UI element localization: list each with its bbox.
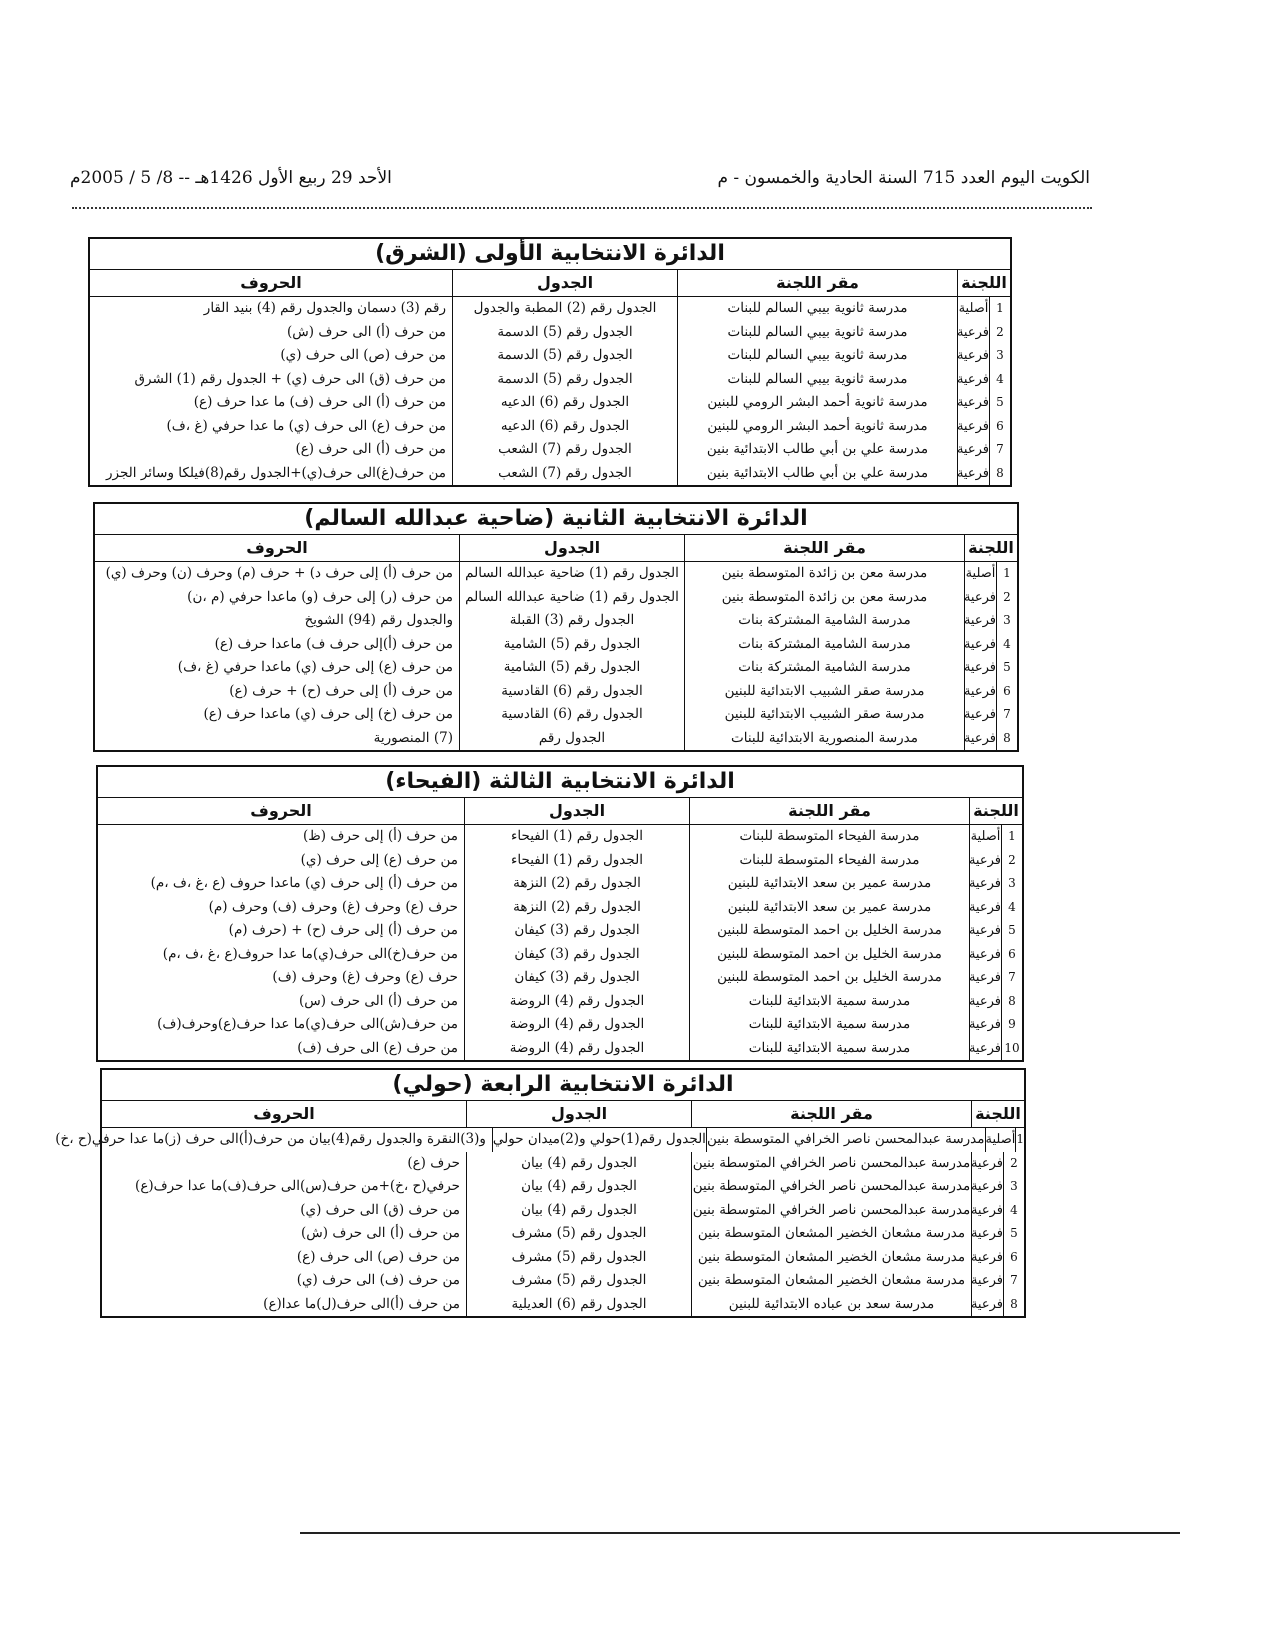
table-row: [98, 872, 1022, 896]
committee-type: فرعية: [958, 415, 990, 439]
table-row: [98, 966, 1022, 990]
committee-number: 1: [1016, 1132, 1024, 1146]
header-committee: اللجنة: [961, 273, 1007, 292]
committee-location: مدرسة ثانوية بيبي السالم للبنات: [678, 368, 958, 392]
table-row: [90, 415, 1010, 439]
table-row: [95, 586, 1017, 610]
letter-range: من حرف (ق) الى حرف (ي): [102, 1199, 467, 1223]
table-row: [90, 438, 1010, 462]
committee-number: 4: [1008, 899, 1016, 914]
letter-range: من حرف (ق) الى حرف (ي) + الجدول رقم (1) الشرق: [90, 368, 453, 392]
letter-range: رقم (3) دسمان والجدول رقم (4) بنيد القار: [90, 297, 453, 321]
committee-number: 2: [996, 324, 1004, 339]
table-row: [102, 1199, 1024, 1223]
committee-type: أصلية: [986, 1128, 1017, 1152]
committee-number: 6: [1010, 1249, 1018, 1264]
committee-number: 2: [1008, 852, 1016, 867]
voter-table: الجدول رقم (5) مشرف: [467, 1222, 692, 1246]
committee-type: فرعية: [965, 680, 997, 704]
committee-number: 6: [996, 418, 1004, 433]
committee-location: مدرسة الفيحاء المتوسطة للبنات: [690, 825, 970, 849]
table-row: [95, 633, 1017, 657]
letter-range: والجدول رقم (94) الشويخ: [95, 609, 460, 633]
committee-location: مدرسة الشامية المشتركة بنات: [685, 656, 965, 680]
voter-table: الجدول رقم (6) القادسية: [460, 680, 685, 704]
committee-number: 8: [1010, 1296, 1018, 1311]
committee-location: مدرسة مشعان الخضير المشعان المتوسطة بنين: [692, 1222, 972, 1246]
table-row: [95, 562, 1017, 586]
table-row: [90, 344, 1010, 368]
committee-type: فرعية: [972, 1269, 1004, 1293]
voter-table: الجدول رقم (1) الفيحاء: [465, 825, 690, 849]
voter-table: الجدول رقم (3) كيفان: [465, 966, 690, 990]
committee-location: مدرسة سمية الابتدائية للبنات: [690, 1037, 970, 1061]
committee-type: أصلية: [965, 562, 997, 586]
committee-type: أصلية: [958, 297, 990, 321]
voter-table: الجدول رقم (4) الروضة: [465, 990, 690, 1014]
table-row: [98, 1037, 1022, 1061]
letter-range: حرف (ع) وحرف (غ) وحرف (ف): [98, 966, 465, 990]
committee-number: 8: [1003, 730, 1011, 745]
committee-location: مدرسة عبدالمحسن ناصر الخرافي المتوسطة بنين: [692, 1152, 972, 1176]
letter-range: من حرف (ص) الى حرف (ي): [90, 344, 453, 368]
letter-range: من حرف(ش)الى حرف(ي)ما عدا حرف(ع)وحرف(ف): [98, 1013, 465, 1037]
voter-table: الجدول رقم (5) الدسمة: [453, 368, 678, 392]
committee-number: 7: [1010, 1273, 1018, 1287]
committee-location: مدرسة عبدالمحسن ناصر الخرافي المتوسطة بنين: [707, 1128, 986, 1152]
committee-number: 5: [1008, 923, 1016, 937]
header-table: الجدول: [460, 535, 685, 561]
letter-range: من حرف (أ)الى حرف(ل)ما عدا(ع): [102, 1293, 467, 1317]
header-letters: الحروف: [90, 270, 453, 296]
letter-range: من حرف(غ)الى حرف(ي)+الجدول رقم(8)فيلكا وسائر الجزر: [90, 462, 453, 486]
letter-range: من حرف (ع) الى حرف (ف): [98, 1037, 465, 1061]
committee-type: فرعية: [958, 344, 990, 368]
voter-table: الجدول رقم (4) بيان: [467, 1175, 692, 1199]
voter-table: الجدول رقم (6) العديلية: [467, 1293, 692, 1317]
table-row: [102, 1246, 1024, 1270]
table-row: [98, 896, 1022, 920]
header-committee: اللجنة: [975, 1104, 1021, 1123]
letter-range: حرف (ع): [102, 1152, 467, 1176]
committee-type: فرعية: [970, 849, 1002, 873]
committee-type: فرعية: [958, 391, 990, 415]
header-table: الجدول: [465, 798, 690, 824]
committee-type: فرعية: [958, 368, 990, 392]
voter-table: الجدول رقم (1) ضاحية عبدالله السالم: [460, 562, 685, 586]
committee-type: فرعية: [970, 1013, 1002, 1037]
voter-table: الجدول رقم (5) مشرف: [467, 1269, 692, 1293]
header-rule: [72, 207, 1092, 209]
table-row: [90, 321, 1010, 345]
committee-number: 2: [1010, 1155, 1018, 1170]
letter-range: من حرف (أ) إلى حرف (ي) ماعدا حروف (ع ،غ ،ف ،م): [98, 872, 465, 896]
committee-number: 1: [1003, 566, 1011, 580]
committee-number: 6: [1008, 946, 1016, 961]
committee-number: 5: [1003, 660, 1011, 674]
committee-location: مدرسة الشامية المشتركة بنات: [685, 609, 965, 633]
district-title: الدائرة الانتخابية الرابعة (حولي): [102, 1070, 1024, 1101]
voter-table: الجدول رقم (4) الروضة: [465, 1013, 690, 1037]
committee-location: مدرسة الفيحاء المتوسطة للبنات: [690, 849, 970, 873]
committee-type: فرعية: [972, 1246, 1004, 1270]
committee-location: مدرسة علي بن أبي طالب الابتدائية بنين: [678, 462, 958, 486]
voter-table: الجدول رقم (3) القبلة: [460, 609, 685, 633]
committee-number: 5: [1010, 1226, 1018, 1240]
letter-range: من حرف (ف) الى حرف (ي): [102, 1269, 467, 1293]
committee-number: 7: [996, 442, 1004, 456]
committee-location: مدرسة ثانوية بيبي السالم للبنات: [678, 344, 958, 368]
committee-type: فرعية: [970, 943, 1002, 967]
letter-range: من حرف (خ) إلى حرف (ي) ماعدا حرف (ع): [95, 703, 460, 727]
committee-location: مدرسة معن بن زائدة المتوسطة بنين: [685, 562, 965, 586]
voter-table: الجدول رقم (5) الدسمة: [453, 321, 678, 345]
table-row: [102, 1152, 1024, 1176]
committee-number: 7: [1003, 707, 1011, 721]
letter-range: من حرف (أ)إلى حرف ف) ماعدا حرف (ع): [95, 633, 460, 657]
committee-location: مدرسة علي بن أبي طالب الابتدائية بنين: [678, 438, 958, 462]
committee-type: فرعية: [970, 896, 1002, 920]
letter-range: من حرف (أ) الى حرف (ش): [90, 321, 453, 345]
header-publication: الكويت اليوم العدد 715 السنة الحادية والخمسون - م: [717, 168, 1090, 188]
committee-location: مدرسة ثانوية أحمد البشر الرومي للبنين: [678, 391, 958, 415]
letter-range: و(3)النقرة والجدول رقم(4)بيان من حرف(أ)الى حرف (ز)ما عدا حرفي(ح ،خ): [55, 1128, 493, 1152]
committee-number: 1: [996, 301, 1004, 315]
committee-location: مدرسة سمية الابتدائية للبنات: [690, 990, 970, 1014]
committee-number: 5: [996, 395, 1004, 409]
letter-range: من حرف (ع) إلى حرف (ي) ماعدا حرفي (غ ،ف): [95, 656, 460, 680]
table-row: [90, 462, 1010, 486]
page-header: [70, 168, 1090, 194]
committee-location: مدرسة صقر الشبيب الابتدائية للبنين: [685, 703, 965, 727]
voter-table: الجدول رقم (4) بيان: [467, 1199, 692, 1223]
letter-range: حرفي(ح ،خ)+من حرف(س)الى حرف(ف)ما عدا حرف(ع): [102, 1175, 467, 1199]
table-body: [98, 825, 1022, 1060]
header-letters: الحروف: [102, 1101, 467, 1127]
table-row: [98, 825, 1022, 849]
committee-number: 8: [996, 465, 1004, 480]
letter-range: حرف (ع) وحرف (غ) وحرف (ف) وحرف (م): [98, 896, 465, 920]
committee-type: فرعية: [970, 966, 1002, 990]
committee-number: 6: [1003, 683, 1011, 698]
committee-location: مدرسة الخليل بن احمد المتوسطة للبنين: [690, 919, 970, 943]
table-row: [95, 727, 1017, 751]
committee-type: فرعية: [965, 633, 997, 657]
committee-number: 3: [1010, 1179, 1018, 1193]
committee-number: 3: [996, 348, 1004, 362]
committee-type: فرعية: [965, 727, 997, 751]
committee-type: فرعية: [972, 1222, 1004, 1246]
committee-number: 4: [1010, 1202, 1018, 1217]
committee-number: 4: [996, 371, 1004, 386]
table-row: [95, 656, 1017, 680]
committee-type: فرعية: [972, 1152, 1004, 1176]
committee-number: 1: [1008, 829, 1016, 843]
district-table: [55, 1068, 1026, 1318]
committee-type: فرعية: [972, 1175, 1004, 1199]
committee-number: 7: [1008, 970, 1016, 984]
district-title: الدائرة الانتخابية الأولى (الشرق): [90, 239, 1010, 270]
letter-range: (7) المنصورية: [95, 727, 460, 751]
letter-range: من حرف (ع) إلى حرف (ي): [98, 849, 465, 873]
header-location: مقر اللجنة: [678, 270, 958, 296]
voter-table: الجدول رقم (6) الدعيه: [453, 391, 678, 415]
voter-table: الجدول رقم (6) الدعيه: [453, 415, 678, 439]
committee-location: مدرسة الخليل بن احمد المتوسطة للبنين: [690, 966, 970, 990]
letter-range: من حرف (أ) إلى حرف (ظ): [98, 825, 465, 849]
table-body: [90, 297, 1010, 485]
letter-range: من حرف (أ) إلى حرف (ح) + حرف (ع): [95, 680, 460, 704]
letter-range: من حرف (ر) إلى حرف (و) ماعدا حرفي (م ،ن): [95, 586, 460, 610]
voter-table: الجدول رقم(1)حولي و(2)ميدان حولي: [493, 1128, 707, 1152]
district-table: [88, 237, 1012, 487]
committee-location: مدرسة سعد بن عباده الابتدائية للبنين: [692, 1293, 972, 1317]
committee-number: 3: [1008, 876, 1016, 890]
table-row: [102, 1293, 1024, 1317]
header-committee: اللجنة: [968, 538, 1014, 557]
letter-range: من حرف (أ) إلى حرف (ح) + (حرف (م): [98, 919, 465, 943]
voter-table: الجدول رقم (5) الشامية: [460, 633, 685, 657]
voter-table: الجدول رقم (5) الدسمة: [453, 344, 678, 368]
letter-range: من حرف (ص) الى حرف (ع): [102, 1246, 467, 1270]
committee-location: مدرسة ثانوية بيبي السالم للبنات: [678, 297, 958, 321]
committee-type: فرعية: [965, 586, 997, 610]
table-row: [95, 703, 1017, 727]
table-row: [102, 1269, 1024, 1293]
table-row: [102, 1175, 1024, 1199]
committee-number: 2: [1003, 589, 1011, 604]
table-row: [98, 943, 1022, 967]
voter-table: الجدول رقم (4) الروضة: [465, 1037, 690, 1061]
voter-table: الجدول رقم (3) كيفان: [465, 943, 690, 967]
voter-table: الجدول رقم (1) ضاحية عبدالله السالم: [460, 586, 685, 610]
committee-location: مدرسة معن بن زائدة المتوسطة بنين: [685, 586, 965, 610]
header-location: مقر اللجنة: [692, 1101, 972, 1127]
table-header: [95, 535, 1017, 562]
voter-table: الجدول رقم (3) كيفان: [465, 919, 690, 943]
letter-range: من حرف (أ) الى حرف (ش): [102, 1222, 467, 1246]
committee-type: فرعية: [965, 703, 997, 727]
table-row: [98, 1013, 1022, 1037]
voter-table: الجدول رقم (1) الفيحاء: [465, 849, 690, 873]
header-committee: اللجنة: [973, 801, 1019, 820]
header-location: مقر اللجنة: [685, 535, 965, 561]
table-row: [102, 1222, 1024, 1246]
committee-location: مدرسة مشعان الخضير المشعان المتوسطة بنين: [692, 1246, 972, 1270]
letter-range: من حرف (أ) إلى حرف د) + حرف (م) وحرف (ن) وحرف (ي): [95, 562, 460, 586]
committee-location: مدرسة مشعان الخضير المشعان المتوسطة بنين: [692, 1269, 972, 1293]
committee-type: أصلية: [970, 825, 1002, 849]
committee-type: فرعية: [958, 438, 990, 462]
committee-location: مدرسة عمير بن سعد الابتدائية للبنين: [690, 872, 970, 896]
table-row: [90, 391, 1010, 415]
table-body: [55, 1128, 1024, 1316]
committee-location: مدرسة ثانوية بيبي السالم للبنات: [678, 321, 958, 345]
committee-location: مدرسة عمير بن سعد الابتدائية للبنين: [690, 896, 970, 920]
committee-number: 4: [1003, 636, 1011, 651]
voter-table: الجدول رقم (7) الشعب: [453, 438, 678, 462]
letter-range: من حرف(خ)الى حرف(ي)ما عدا حروف(ع ،غ ،ف ،م): [98, 943, 465, 967]
header-table: الجدول: [453, 270, 678, 296]
letter-range: من حرف (ع) الى حرف (ي) ما عدا حرفي (غ ،ف): [90, 415, 453, 439]
header-location: مقر اللجنة: [690, 798, 970, 824]
committee-location: مدرسة ثانوية أحمد البشر الرومي للبنين: [678, 415, 958, 439]
district-table: [96, 765, 1024, 1062]
table-row: [90, 368, 1010, 392]
voter-table: الجدول رقم (2) النزهة: [465, 872, 690, 896]
header-letters: الحروف: [98, 798, 465, 824]
table-row: [98, 919, 1022, 943]
committee-number: 3: [1003, 613, 1011, 627]
table-row: [98, 990, 1022, 1014]
letter-range: من حرف (أ) الى حرف (س): [98, 990, 465, 1014]
voter-table: الجدول رقم (5) الشامية: [460, 656, 685, 680]
committee-type: فرعية: [970, 990, 1002, 1014]
committee-location: مدرسة عبدالمحسن ناصر الخرافي المتوسطة بنين: [692, 1175, 972, 1199]
committee-type: فرعية: [972, 1199, 1004, 1223]
voter-table: الجدول رقم (7) الشعب: [453, 462, 678, 486]
district-table: [93, 502, 1019, 752]
committee-type: فرعية: [958, 321, 990, 345]
voter-table: الجدول رقم (6) القادسية: [460, 703, 685, 727]
table-row: [55, 1128, 1024, 1152]
committee-type: فرعية: [958, 462, 990, 486]
letter-range: من حرف (أ) الى حرف (ع): [90, 438, 453, 462]
district-title: الدائرة الانتخابية الثالثة (الفيحاء): [98, 767, 1022, 798]
committee-number: 10: [1004, 1040, 1020, 1055]
committee-type: فرعية: [972, 1293, 1004, 1317]
committee-type: فرعية: [970, 872, 1002, 896]
voter-table: الجدول رقم (5) مشرف: [467, 1246, 692, 1270]
voter-table: الجدول رقم (2) المطبة والجدول: [453, 297, 678, 321]
voter-table: الجدول رقم (4) بيان: [467, 1152, 692, 1176]
committee-location: مدرسة الخليل بن احمد المتوسطة للبنين: [690, 943, 970, 967]
voter-table: الجدول رقم (2) النزهة: [465, 896, 690, 920]
footer-rule: [300, 1532, 1180, 1534]
header-letters: الحروف: [95, 535, 460, 561]
table-row: [98, 849, 1022, 873]
table-body: [95, 562, 1017, 750]
header-table: الجدول: [467, 1101, 692, 1127]
district-title: الدائرة الانتخابية الثانية (ضاحية عبدالله السالم): [95, 504, 1017, 535]
committee-type: فرعية: [965, 609, 997, 633]
committee-location: مدرسة عبدالمحسن ناصر الخرافي المتوسطة بنين: [692, 1199, 972, 1223]
committee-location: مدرسة سمية الابتدائية للبنات: [690, 1013, 970, 1037]
committee-location: مدرسة المنصورية الابتدائية للبنات: [685, 727, 965, 751]
committee-location: مدرسة الشامية المشتركة بنات: [685, 633, 965, 657]
voter-table: الجدول رقم: [460, 727, 685, 751]
committee-type: فرعية: [970, 1037, 1002, 1061]
table-row: [95, 680, 1017, 704]
table-header: [98, 798, 1022, 825]
committee-location: مدرسة صقر الشبيب الابتدائية للبنين: [685, 680, 965, 704]
letter-range: من حرف (أ) الى حرف (ف) ما عدا حرف (ع): [90, 391, 453, 415]
table-row: [95, 609, 1017, 633]
table-header: [102, 1101, 1024, 1128]
committee-type: فرعية: [965, 656, 997, 680]
table-header: [90, 270, 1010, 297]
committee-number: 8: [1008, 993, 1016, 1008]
committee-number: 9: [1008, 1017, 1016, 1031]
committee-type: فرعية: [970, 919, 1002, 943]
header-date: الأحد 29 ربيع الأول 1426هـ -- 8/ 5 / 2005م: [70, 168, 392, 188]
table-row: [90, 297, 1010, 321]
